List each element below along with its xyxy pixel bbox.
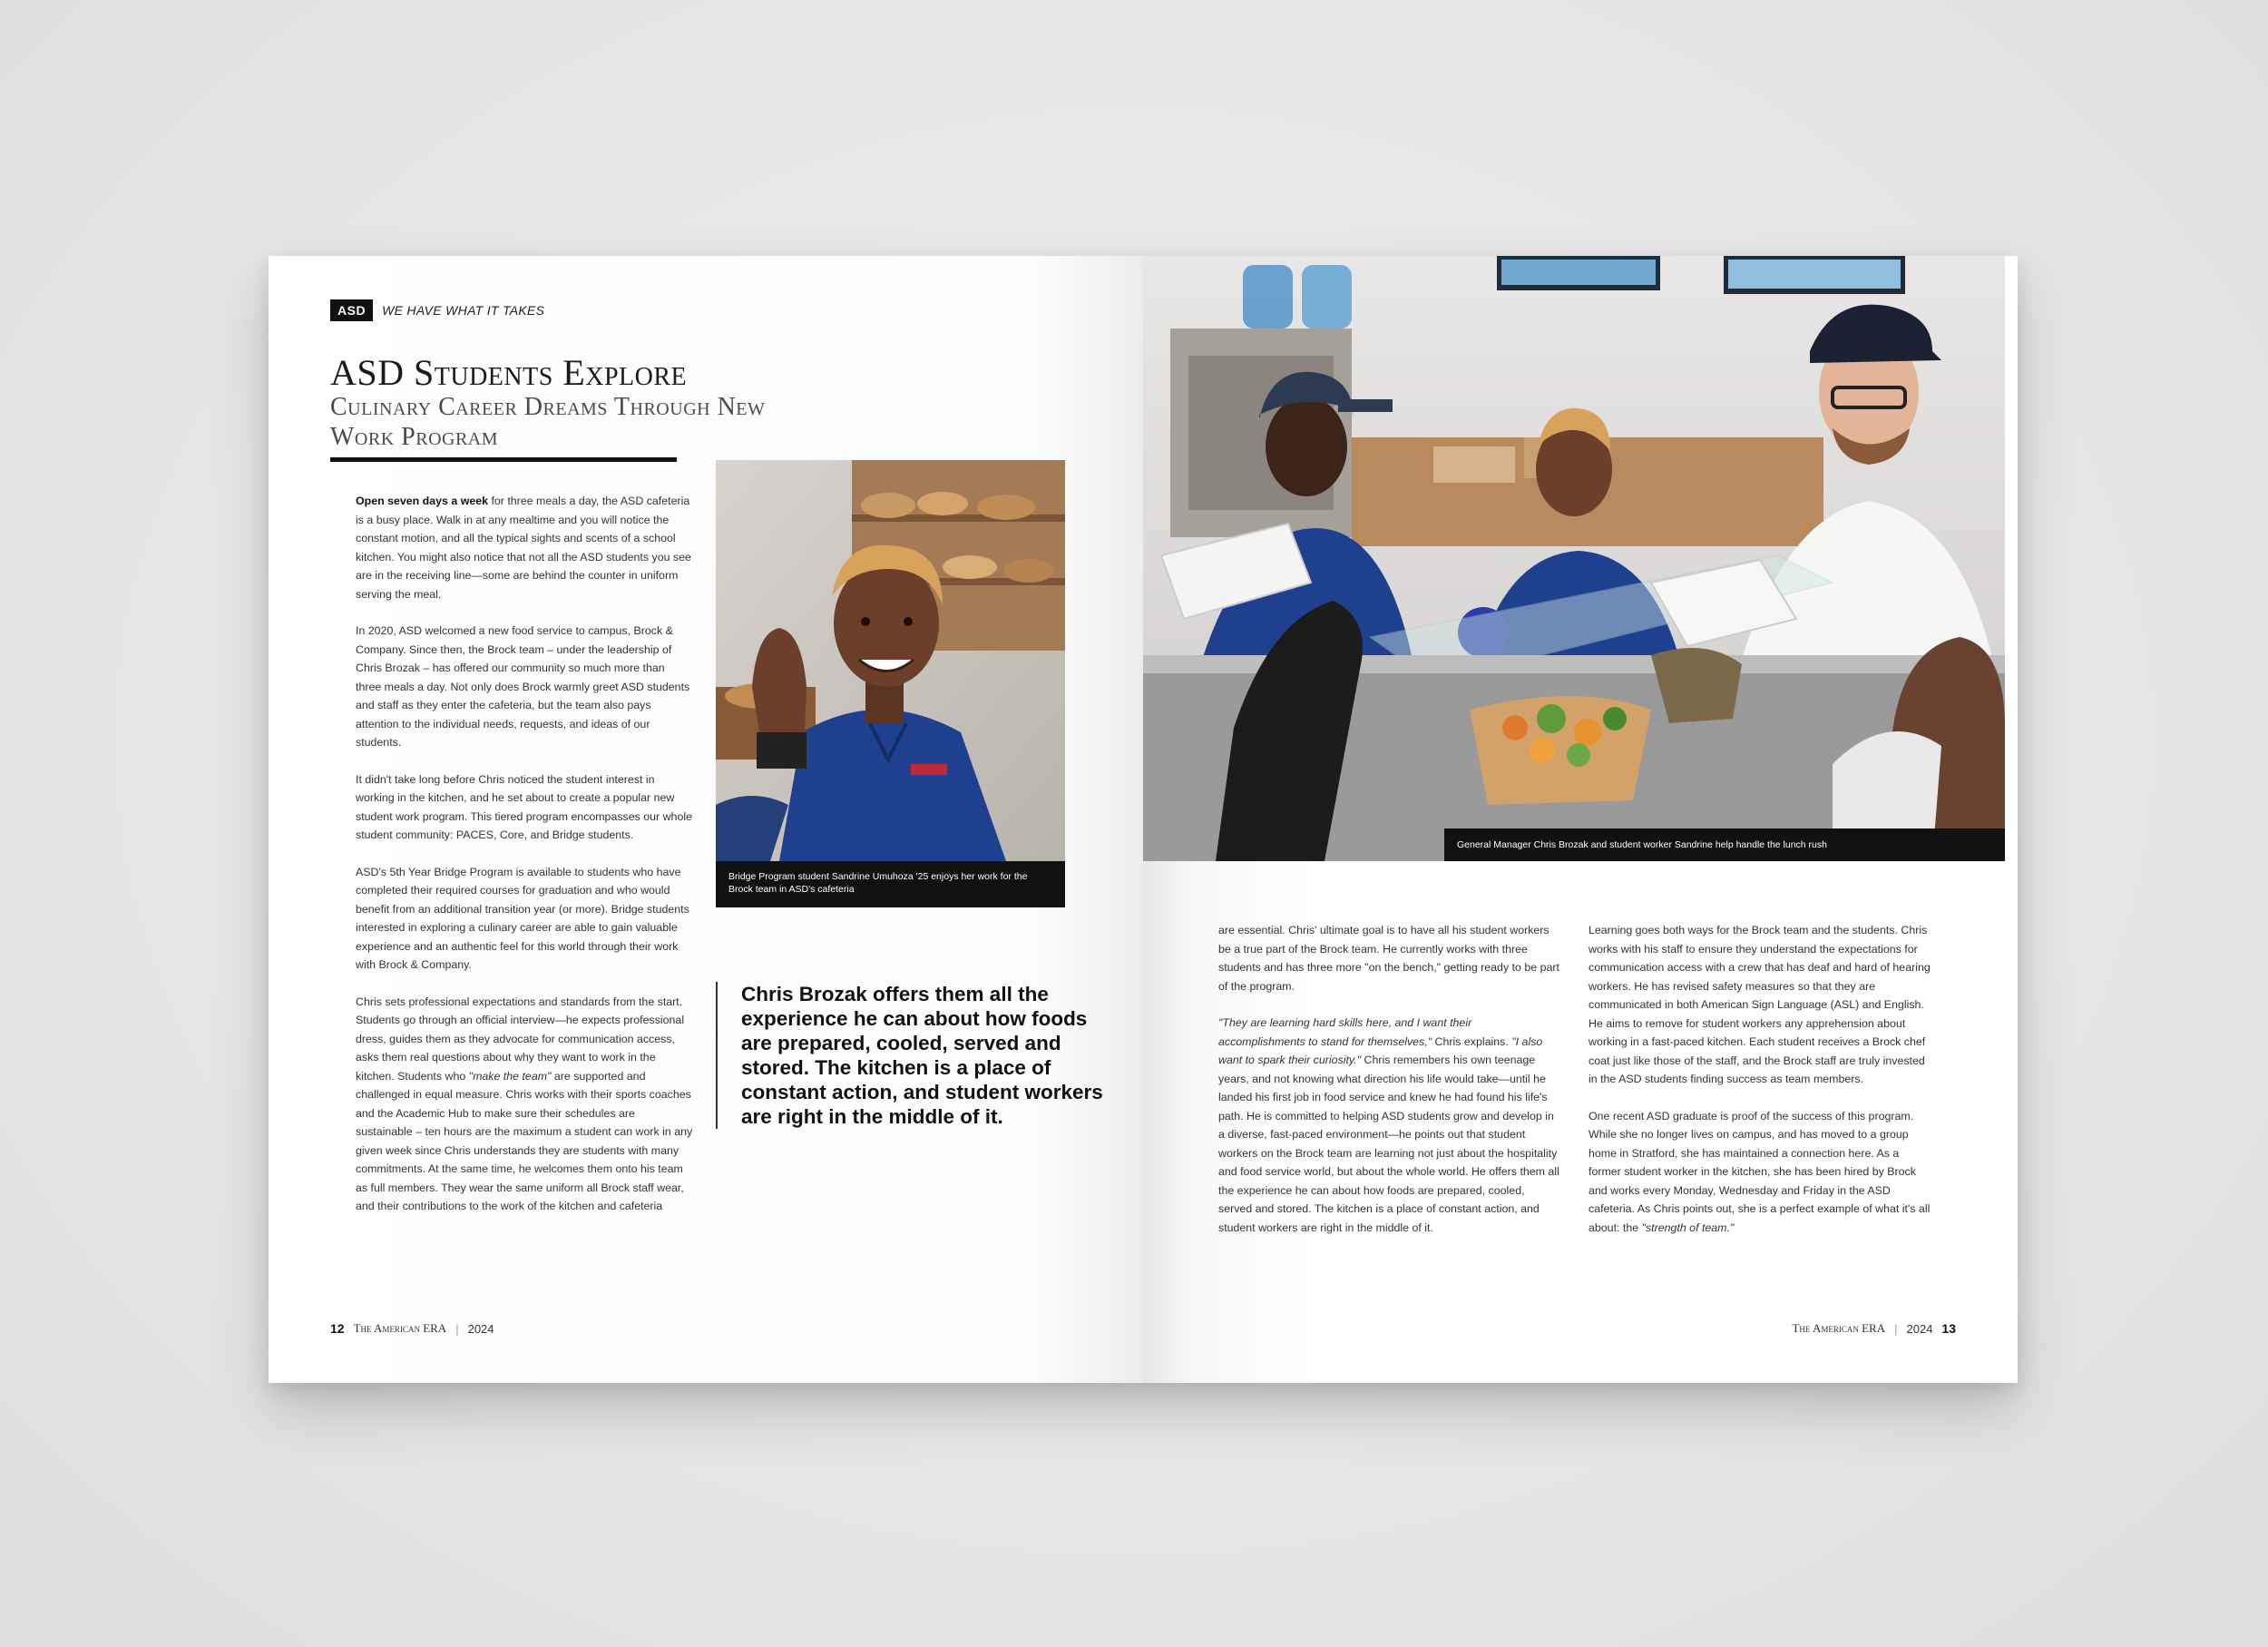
right-paragraph-2-rest: Chris remembers his own teenage years, and not knowing what direction his life would take—until he landed his first job in food service and knew he had found his life's path. He is committed to helping ASD students grow and develop in a diverse, fast-paced environment—he points out that student workers on the Brock team are learning not just about the hospitality and food service world, but about the whole world. He offers them all the experience he can about how foods are prepared, cooled, served and stored. The kitchen is a place of constant action, and student workers are right in the middle of it. <box>1218 1054 1559 1234</box>
year-right: 2024 <box>1906 1321 1933 1336</box>
title-line-3: Work Program <box>330 423 499 451</box>
right-paragraph-4-text: One recent ASD graduate is proof of the success of this program. While she no longer lives on campus, and has moved to a group home in Stratford, she has maintained a connection here. As a former student worker in the kitchen, she has been hired by Brock and works every Monday, Wednesday and Friday in the ASD cafeteria. As Chris points out, she is a perfect example of what it's all about: the <box>1589 1109 1931 1234</box>
paragraph-5-a: Chris sets professional expectations and standards from the start. Students go through an official interview—he expects professional dress, guides them as they advocate for communication access, asks them real questions about why they want to work in the kitchen. Students who <box>356 995 685 1083</box>
paragraph-4: ASD's 5th Year Bridge Program is available to students who have completed their required courses for graduation and who would benefit from an additional transition year (or more). Bridge students interested in exploring a culinary career are able to gain valuable experience and an authentic feel for this world through their work with Brock & Company. <box>356 865 689 971</box>
body-column-left <box>356 492 693 1234</box>
lead-in: Open seven days a week <box>356 495 489 507</box>
title-line-2: Culinary Career Dreams Through New <box>330 393 766 421</box>
title-rule <box>330 457 677 462</box>
photo-lunch-rush <box>1143 256 2005 861</box>
page-number-right: 13 <box>1941 1321 1956 1336</box>
section-kicker <box>330 299 544 321</box>
left-page <box>269 256 1143 1383</box>
quote-1: "They are learning hard skills here, and I want their accomplishments to stand for themselves," <box>1218 1016 1472 1048</box>
magazine-name-right: The American ERA <box>1792 1321 1886 1335</box>
article-title <box>330 354 765 452</box>
year-left: 2024 <box>467 1321 494 1336</box>
right-paragraph-3: Learning goes both ways for the Brock team and the students. Chris works with his staff to ensure they understand the expectations for communication access with a crew that has deaf and hard of hearing workers. He has revised safety measures so that they are communicated in both American Sign Language (ASL) and English. He aims to remove for student workers any apprehension about working in a fast-paced kitchen. Each student receives a Brock chef coat just like those of the staff, and the Brock staff are truly invested in the ASD students finding success as team members. <box>1589 924 1931 1085</box>
paragraph-2: In 2020, ASD welcomed a new food service to campus, Brock & Company. Since then, the Brock team – under the leadership of Chris Brozak – has offered our community so much more than three meals a day. Not only does Brock warmly greet ASD students and staff as they enter the cafeteria, but the team also pays attention to the individual needs, requests, and ideas of our students. <box>356 624 690 749</box>
title-line-1: ASD Students Explore <box>330 352 688 393</box>
paragraph-5-italic: "make the team" <box>468 1069 552 1083</box>
paragraph-5 <box>356 993 693 1216</box>
magazine-spread <box>269 256 2018 1383</box>
pull-quote: Chris Brozak offers them all the experience he can about how foods are prepared, cooled, served and stored. The kitchen is a place of constant action, and student workers are right in the middle of it. <box>716 982 1104 1129</box>
paragraph-1 <box>356 492 693 603</box>
kitchen-photo-illustration <box>1143 256 2005 861</box>
strength-of-team: "strength of team." <box>1641 1221 1735 1234</box>
paragraph-3: It didn't take long before Chris noticed the student interest in working in the kitchen, and he set about to create a popular new student work program. This tiered program encompasses our whole student community: PACES, Core, and Bridge students. <box>356 772 692 841</box>
body-column-right-2 <box>1589 921 1931 1255</box>
asd-badge: ASD <box>330 299 373 321</box>
photo-student-waving <box>716 460 1065 861</box>
page-number-left: 12 <box>330 1321 345 1336</box>
quote-attribution: Chris explains. <box>1432 1034 1512 1048</box>
paragraph-1-text: for three meals a day, the ASD cafeteria is a busy place. Walk in at any mealtime and you will notice the constant motion, and all the typical sights and scents of a school kitchen. You might also notice that not all the ASD students you see are in the receiving line—some are behind the counter in uniform serving the meal. <box>356 495 691 601</box>
body-column-right-1 <box>1218 921 1561 1255</box>
footer-right <box>1792 1321 1956 1336</box>
student-photo-illustration <box>716 460 1065 861</box>
right-paragraph-1: are essential. Chris' ultimate goal is to have all his student workers be a true part of the Brock team. He currently works with three students and has three more "on the bench," getting ready to be part of the program. <box>1218 924 1559 993</box>
right-paragraph-2 <box>1218 1014 1561 1237</box>
right-page <box>1143 256 2018 1383</box>
quote-2: "I also want to spark their curiosity." <box>1218 1034 1543 1066</box>
photo-caption-right: General Manager Chris Brozak and student worker Sandrine help handle the lunch rush <box>1444 828 2005 861</box>
paragraph-5-b: are supported and challenged in equal measure. Chris works with their sports coaches and the Academic Hub to make sure their schedules are sustainable – ten hours are the maximum a student can work in any given week since Chris understands they are students with many commitments. At the same time, he welcomes them onto his team as full members. They wear the same uniform all Brock staff wear, and their contributions to the work of the kitchen and cafeteria <box>356 1069 693 1212</box>
magazine-name-left: The American ERA <box>353 1321 447 1335</box>
footer-left <box>330 1321 494 1336</box>
footer-separator-left: | <box>455 1321 459 1336</box>
right-paragraph-4 <box>1589 1107 1931 1238</box>
footer-separator-right: | <box>1894 1321 1898 1336</box>
photo-caption-left: Bridge Program student Sandrine Umuhoza '25 enjoys her work for the Brock team in ASD's cafeteria <box>716 861 1065 907</box>
kicker-text: WE HAVE WHAT IT TAKES <box>382 303 545 318</box>
